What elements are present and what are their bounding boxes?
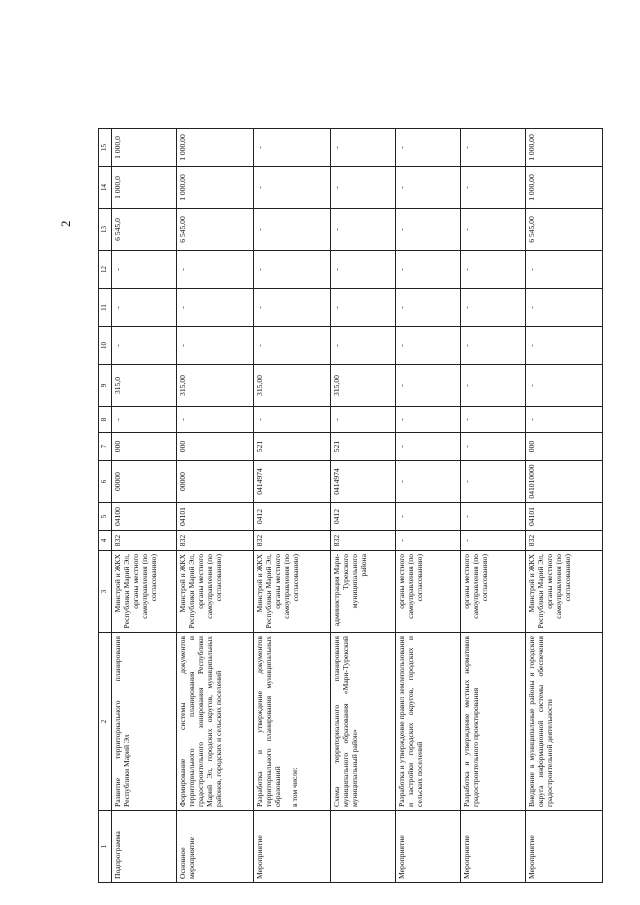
row-title: Разработка и утверждение правил землепользования и застройки городских округов, городских и сельских поселений — [396, 633, 461, 811]
col-header: 8 — [99, 407, 112, 433]
col-header: 3 — [99, 551, 112, 633]
cell-9: - — [461, 365, 526, 407]
row-title: Разработка и утверждение местных нормативов градостроительного проектирования — [461, 633, 526, 811]
cell-14: - — [254, 167, 331, 209]
cell-10: - — [396, 327, 461, 365]
row-type: Мероприятие — [396, 811, 461, 883]
header-row — [99, 129, 112, 883]
row-type: Мероприятие — [461, 811, 526, 883]
col-header: 10 — [99, 327, 112, 365]
cell-11: - — [461, 289, 526, 327]
table-row — [396, 129, 461, 883]
cell-10: - — [461, 327, 526, 365]
cell-rzpr: 0412 — [254, 503, 331, 531]
cell-12: - — [177, 251, 254, 289]
cell-12: - — [396, 251, 461, 289]
row-executor: Минстрой и ЖКХ Республики Марий Эл, органы местного самоуправления (по согласованию) — [112, 551, 177, 633]
cell-13: - — [461, 209, 526, 251]
cell-rzpr: 0412 — [331, 503, 396, 531]
col-header: 14 — [99, 167, 112, 209]
cell-10: - — [331, 327, 396, 365]
col-header: 12 — [99, 251, 112, 289]
row-title: Схема территориального планирования муниципального образования «Мари-Турекский муниципальный район» — [331, 633, 396, 811]
col-header: 6 — [99, 461, 112, 503]
row-executor: органы местного самоуправления (по согласованию) — [461, 551, 526, 633]
cell-grbs: - — [461, 531, 526, 551]
cell-csr: 00000 — [112, 461, 177, 503]
cell-11: - — [526, 289, 603, 327]
cell-8: - — [112, 407, 177, 433]
cell-9: - — [526, 365, 603, 407]
cell-15: 1 000,0 — [112, 129, 177, 167]
cell-vr: 521 — [254, 433, 331, 461]
col-header: 9 — [99, 365, 112, 407]
cell-9: - — [396, 365, 461, 407]
cell-csr: 0414974 — [331, 461, 396, 503]
row-title: Формирование системы документов территориального планирования и градостроительного зонирования Республики Марий Эл, городских округов, муниципальных районов, городских и сельских поселений — [177, 633, 254, 811]
table-row — [112, 129, 177, 883]
cell-vr: 000 — [177, 433, 254, 461]
cell-11: - — [254, 289, 331, 327]
cell-12: - — [254, 251, 331, 289]
cell-vr: 521 — [331, 433, 396, 461]
cell-vr: 000 — [526, 433, 603, 461]
cell-12: - — [526, 251, 603, 289]
cell-vr: - — [461, 433, 526, 461]
cell-rzpr: 04101 — [526, 503, 603, 531]
cell-11: - — [112, 289, 177, 327]
cell-grbs: 832 — [254, 531, 331, 551]
table-row — [177, 129, 254, 883]
cell-11: - — [177, 289, 254, 327]
cell-12: - — [461, 251, 526, 289]
cell-10: - — [526, 327, 603, 365]
col-header: 11 — [99, 289, 112, 327]
cell-8: - — [396, 407, 461, 433]
cell-vr: - — [396, 433, 461, 461]
cell-8: - — [461, 407, 526, 433]
row-type: Подпрограмма — [112, 811, 177, 883]
row-type: Мероприятие — [254, 811, 331, 883]
cell-8: - — [526, 407, 603, 433]
col-header: 7 — [99, 433, 112, 461]
cell-grbs: 832 — [331, 531, 396, 551]
row-executor: Минстрой и ЖКХ Республики Марий Эл, органы местного самоуправления (по согласованию) — [526, 551, 603, 633]
cell-14: - — [461, 167, 526, 209]
row-executor: администрация Мари-Турекского муниципального района — [331, 551, 396, 633]
table-row — [461, 129, 526, 883]
table-row — [254, 129, 331, 883]
cell-9: 315,00 — [331, 365, 396, 407]
cell-csr: - — [461, 461, 526, 503]
col-header: 5 — [99, 503, 112, 531]
cell-14: 1 000,00 — [177, 167, 254, 209]
cell-15: 1 000,00 — [526, 129, 603, 167]
col-header: 13 — [99, 209, 112, 251]
table-row — [526, 129, 603, 883]
row-executor: Минстрой и ЖКХ Республики Марий Эл, органы местного самоуправления (по согласованию) — [254, 551, 331, 633]
cell-15: 1 000,00 — [177, 129, 254, 167]
cell-rzpr: - — [461, 503, 526, 531]
cell-9: 315,00 — [177, 365, 254, 407]
cell-grbs: - — [396, 531, 461, 551]
cell-9: 315,00 — [254, 365, 331, 407]
row-title-extra: в том числе: — [289, 767, 299, 807]
cell-10: - — [177, 327, 254, 365]
cell-8: - — [177, 407, 254, 433]
page-number: 2 — [58, 220, 73, 227]
cell-8: - — [254, 407, 331, 433]
cell-14: - — [331, 167, 396, 209]
cell-13: 6 545,00 — [177, 209, 254, 251]
cell-15: - — [461, 129, 526, 167]
col-header: 4 — [99, 531, 112, 551]
cell-13: 6 545,0 — [112, 209, 177, 251]
cell-8: - — [331, 407, 396, 433]
col-header: 15 — [99, 129, 112, 167]
row-executor: Минстрой и ЖКХ Республики Марий Эл, органы местного самоуправления (по согласованию) — [177, 551, 254, 633]
cell-15: - — [331, 129, 396, 167]
cell-csr: - — [396, 461, 461, 503]
cell-vr: 000 — [112, 433, 177, 461]
cell-13: - — [254, 209, 331, 251]
cell-10: - — [254, 327, 331, 365]
cell-csr: 00000 — [177, 461, 254, 503]
cell-13: - — [331, 209, 396, 251]
cell-grbs: 832 — [112, 531, 177, 551]
cell-rzpr: - — [396, 503, 461, 531]
cell-13: 6 545,00 — [526, 209, 603, 251]
cell-csr: 0414974 — [254, 461, 331, 503]
cell-csr: 041010000 — [526, 461, 603, 503]
cell-11: - — [331, 289, 396, 327]
cell-11: - — [396, 289, 461, 327]
cell-14: 1 000,0 — [112, 167, 177, 209]
cell-grbs: 832 — [526, 531, 603, 551]
row-title-text: Разработка и утверждение документов территориального планирования муниципальных образований — [255, 636, 282, 807]
row-type: Основное мероприятие — [177, 811, 254, 883]
cell-15: - — [254, 129, 331, 167]
row-title — [254, 633, 331, 811]
cell-12: - — [112, 251, 177, 289]
cell-grbs: 832 — [177, 531, 254, 551]
cell-10: - — [112, 327, 177, 365]
cell-14: - — [396, 167, 461, 209]
cell-13: - — [396, 209, 461, 251]
cell-rzpr: 04100 — [112, 503, 177, 531]
cell-12: - — [331, 251, 396, 289]
cell-9: 315,0 — [112, 365, 177, 407]
table-row — [331, 129, 396, 883]
row-title: Внедрение в муниципальные районы и городские округа информационной системы обеспечения градостроительной деятельности — [526, 633, 603, 811]
cell-rzpr: 04101 — [177, 503, 254, 531]
row-title: Развитие территориального планирования Республики Марий Эл — [112, 633, 177, 811]
cell-15: - — [396, 129, 461, 167]
col-header: 2 — [99, 633, 112, 811]
col-header: 1 — [99, 811, 112, 883]
row-executor: органы местного самоуправления (по согласованию) — [396, 551, 461, 633]
row-type: Мероприятие — [526, 811, 603, 883]
row-type — [331, 811, 396, 883]
budget-table — [98, 128, 603, 883]
cell-14: 1 000,00 — [526, 167, 603, 209]
